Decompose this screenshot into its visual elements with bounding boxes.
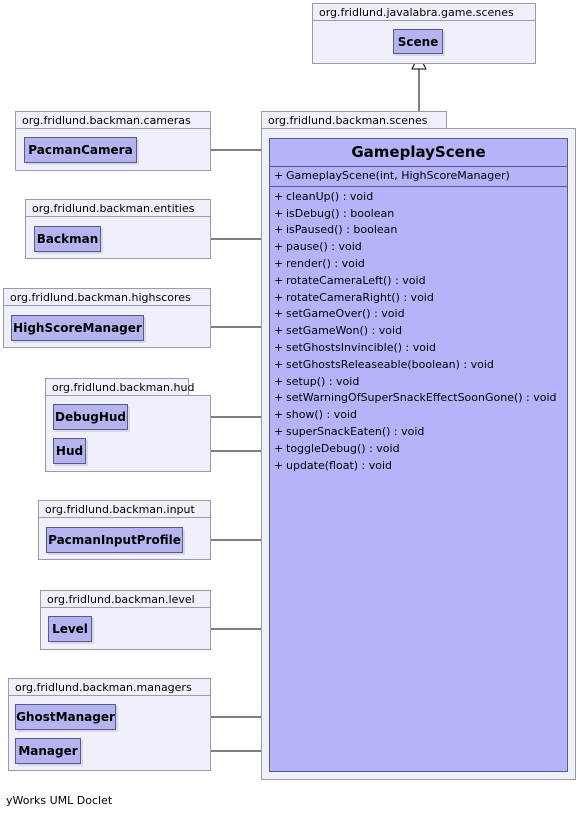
visibility-marker: + — [274, 391, 284, 405]
method — [274, 189, 567, 206]
package-tab-hud: org.fridlund.backman.hud — [45, 378, 189, 397]
method — [274, 222, 567, 239]
visibility-marker: + — [274, 408, 284, 422]
visibility-marker: + — [274, 424, 284, 438]
visibility-marker: + — [274, 290, 284, 304]
method-signature: update(float) : void — [286, 458, 393, 472]
package-tab-input: org.fridlund.backman.input — [38, 500, 211, 519]
method-signature: pause() : void — [286, 240, 362, 254]
package-tab-level: org.fridlund.backman.level — [40, 590, 211, 609]
method — [274, 239, 567, 256]
class-manager[interactable]: Manager — [15, 738, 81, 764]
footer-credit: yWorks UML Doclet — [6, 794, 113, 807]
visibility-marker: + — [274, 223, 284, 237]
class-title: GameplayScene — [270, 139, 567, 167]
package-tab-entities: org.fridlund.backman.entities — [25, 199, 211, 218]
method-signature: setGameOver() : void — [286, 307, 405, 321]
package-tab-game-scenes: org.fridlund.javalabra.game.scenes — [312, 3, 536, 22]
method-signature: rotateCameraRight() : void — [286, 290, 434, 304]
visibility-marker: + — [274, 374, 284, 388]
method-signature: render() : void — [286, 256, 365, 270]
visibility-marker: + — [274, 273, 284, 287]
visibility-marker: + — [274, 307, 284, 321]
method — [274, 340, 567, 357]
method-signature: setGhostsReleaseable(boolean) : void — [286, 357, 494, 371]
package-tab-cameras: org.fridlund.backman.cameras — [15, 111, 211, 130]
method — [274, 323, 567, 340]
method — [274, 407, 567, 424]
method — [274, 256, 567, 273]
method — [274, 357, 567, 374]
visibility-marker: + — [274, 340, 284, 354]
method — [274, 458, 567, 475]
visibility-marker: + — [274, 324, 284, 338]
methods-section — [270, 187, 567, 475]
visibility-marker: + — [274, 189, 284, 203]
method-signature: setGhostsInvincible() : void — [286, 340, 437, 354]
visibility-marker: + — [274, 169, 284, 182]
constructor-signature: GameplayScene(int, HighScoreManager) — [286, 169, 510, 182]
class-hud[interactable]: Hud — [53, 438, 86, 464]
method — [274, 390, 567, 407]
visibility-marker: + — [274, 206, 284, 220]
method — [274, 273, 567, 290]
class-level[interactable]: Level — [48, 616, 92, 642]
class-ghostmanager[interactable]: GhostManager — [15, 704, 116, 730]
package-tab-highscores: org.fridlund.backman.highscores — [3, 288, 211, 307]
class-scene[interactable]: Scene — [393, 29, 443, 54]
class-backman[interactable]: Backman — [34, 226, 101, 252]
constructor-section — [270, 167, 567, 187]
visibility-marker: + — [274, 256, 284, 270]
package-tab-managers: org.fridlund.backman.managers — [8, 678, 211, 697]
class-highscoremanager[interactable]: HighScoreManager — [11, 315, 144, 341]
method — [274, 206, 567, 223]
class-gameplayscene[interactable] — [269, 138, 568, 772]
method-signature: setup() : void — [286, 374, 360, 388]
method — [274, 374, 567, 391]
visibility-marker: + — [274, 240, 284, 254]
method — [274, 441, 567, 458]
package-tab-backman-scenes: org.fridlund.backman.scenes — [261, 111, 447, 130]
method-signature: isDebug() : boolean — [286, 206, 395, 220]
constructor — [274, 168, 567, 185]
visibility-marker: + — [274, 458, 284, 472]
method — [274, 290, 567, 307]
class-pacmaninputprofile[interactable]: PacmanInputProfile — [46, 527, 183, 553]
method — [274, 424, 567, 441]
method-signature: toggleDebug() : void — [286, 441, 400, 455]
class-pacmancamera[interactable]: PacmanCamera — [24, 137, 137, 163]
method-signature: setWarningOfSuperSnackEffectSoonGone() : void — [286, 391, 557, 405]
visibility-marker: + — [274, 441, 284, 455]
class-debughud[interactable]: DebugHud — [53, 404, 128, 430]
method-signature: rotateCameraLeft() : void — [286, 273, 426, 287]
visibility-marker: + — [274, 357, 284, 371]
method-signature: isPaused() : boolean — [286, 223, 398, 237]
method-signature: cleanUp() : void — [286, 189, 374, 203]
method — [274, 306, 567, 323]
method-signature: superSnackEaten() : void — [286, 424, 425, 438]
method-signature: show() : void — [286, 408, 357, 422]
method-signature: setGameWon() : void — [286, 324, 403, 338]
